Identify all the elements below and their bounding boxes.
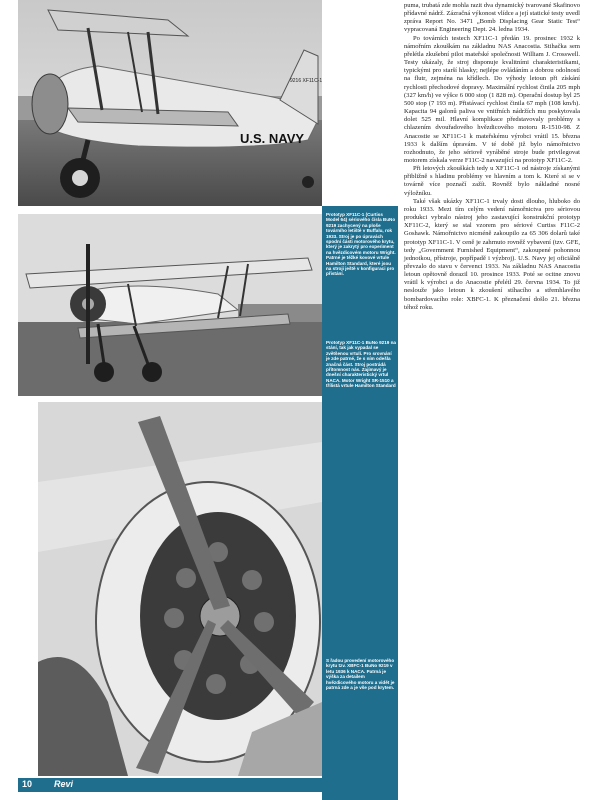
photo-engine-cowling-closeup <box>38 402 322 776</box>
photo-caption-1: Prototyp XF11C-1 (Curtiss Model 64) sériového čísla BuNo 9219 zachycený na ploše továrního letiště v Buffalu, rok 1933. Stroj je po úpravách spodní části motorového krytu, který je zakrytý pro experiment na hvězdicovém motoru Wright. Patrné je těžké kovové vrtule Hamilton Standard, které jsou na stroji ještě v konfiguraci pro přistání. <box>326 212 396 277</box>
photo-caption-3: S řadou provedení motorového krytu tzv. XBFC-1 BuNo 9219 v letu 1936 k NACA. Patrná je výška za detailem hvězdicového motoru a vidět je patrná zde a je vše pod krytem. <box>326 658 395 691</box>
page-number: 10 <box>22 779 33 789</box>
article-paragraph: Při letových zkouškách tedy u XF11C-1 od nástroje získanými přibližně s hladinu problémy ve hlavním a tom k. Které si se v továrně více poznačí zažít. Rovněž bylo nákladné nosné výložníku. <box>404 165 580 197</box>
fuselage-marking: U.S. NAVY <box>240 131 305 146</box>
photo-biplane-ground <box>18 0 322 206</box>
magazine-logo: Revi <box>54 779 74 789</box>
article-paragraph: Také však ukázky XF11C-1 trvaly dosti dlouho, hluboko do roku 1933. Mezi tím celým vedení námořnictva pro sériovou produkci vybralo nástroj jeho zastavující konstrukční prototyp XF11C-2, který se stal vzorem pro sériové Curtiss F11C-2 Goshawk. Námořnictvo nicméně zakoupilo za 65 306 dolarů také prototyp XF11C-1. V ceně je zahrnuto rovněž vybavení (tzv. GFE, tedy „Government Furnished Equipment“, zakoupené pohonnou jednotkou, přístroje, popřípadě i výzbroj). U.S. Navy jej oficiálně převzalo do stavu v červenci 1933. Na základnu NAS Anacostia letoun opětovně dorazil 10. prosince 1933. Poté se ocitne znovu vrátil k výrobci a do Anacostie přelétl 29. června 1934. To již neslouže jako letoun k zkoušení stíhacího a střemhlavého bombardovacího role: XBFC-1. K přeznačení došlo 21. března téhož roku. <box>404 197 580 311</box>
tail-marking: 9216 XF11C-1 <box>290 78 322 84</box>
article-paragraph: Po továrních testech XF11C-1 předán 19. prosinec 1932 k námořním zkouškám na základnu NAS Anacostia. Stihačka sem přelétla zkušební pilot mateřské společnosti William J. Crosswell. Testy ukázaly, že stroj disponuje kvalitními charakteristikami, typickými pro starší hlasky; nejlépe ovládáním a dobrou odolností na flutr, zejména na křídlech. Do výhody letoun při získání rychlosti přechodové dopravy. Maximální rychlost činila 205 mph (327 km/h) ve výšce 6 000 stop (1 828 m). Operační dostup byl 25 500 stop (7 193 m). Přistávací rychlost činila 67 mph (108 km/h). Kapacita 94 galonů paliva ve vnitřních nádržích mu poskytovala dolet 525 mil. Hlavní komplikace představovaly problémy s chlazením dvouřadového hvězdicového motoru R-1510-98. Z Anacostie se XF11C-1 k mateřskému výrobci vrátil 15. března 1933 k dalším úpravám. V té době již bylo námořnictvo rozhodnuto, že jeho sériově vyráběné stroje bude privilegovat motorem získala verze F11C-2 navazující na prototyp XF11C-2. <box>404 34 580 164</box>
caption-column <box>322 206 398 800</box>
article-paragraph: puma, trubatá zde mohla razit dva dynamický tvarované Skafinovo přídavné nádrž. Zázračná výkonost vlídce a její statické testy uvedl zpráva Report No. 3471 „Bomb Displacing Gear Static Test“ vypracovaná Engineering Dept. 24. ledna 1934. <box>404 2 580 34</box>
article-body <box>404 2 580 312</box>
photo-caption-2: Prototyp XF11C-1 BuNo 9219 na stání, tak jak vypadal se zvětšenou vrtulí. Pro srovnání je zde patrné, že s ním odešla značná část. Stroj postrádá přítomnost nás. Zajímavý je dnešní charakteristický vrtul NACA. Motor Wright SR-1510 a třílistá vrtule Hamilton Standard <box>326 340 396 389</box>
page-footer <box>0 770 600 800</box>
photo-biplane-front-quarter <box>18 214 322 396</box>
